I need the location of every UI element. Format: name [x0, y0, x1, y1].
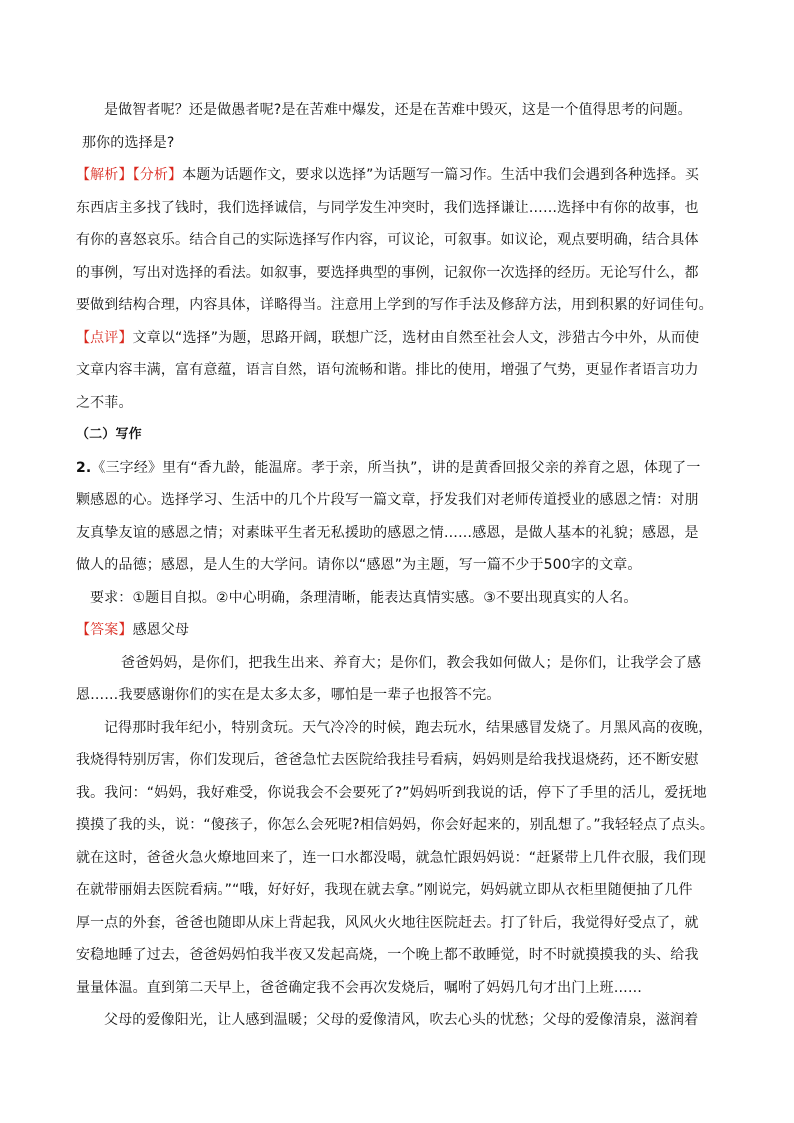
analysis-line: 的事例，写出对选择的看法。如叙事，要选择典型的事例，记叙你一次选择的经历。无论写什么，都: [76, 264, 699, 281]
question-line: 颗感恩的心。选择学习、生活中的几个片段写一篇文章，抒发我们对老师传道授业的感恩之情：对朋: [76, 492, 699, 508]
question-line: 做人的品德；感恩，是人生的大学问。请你以“感恩”为主题，写一篇不少于500字的文章。: [76, 557, 642, 573]
answer-title: 感恩父母: [132, 622, 190, 638]
requirement-line: 要求：①题目自拟。②中心明确，条理清晰，能表达真情实感。③不要出现真实的人名。: [90, 589, 638, 606]
answer-paragraph-line: 就在这时，爸爸火急火燎地回来了，连一口水都没喝，就急忙跟妈妈说：“赶紧带上几件衣服，我们现: [76, 849, 706, 866]
comment-line: 文章内容丰满，富有意蕴，语言自然，语句流畅和谐。排比的使用，增强了气势，更显作者语言功力: [76, 362, 699, 378]
answer-line: [76, 614, 722, 647]
answer-paragraph-line: 摸摸了我的头，说：“傻孩子，你怎么会死呢?相信妈妈，你会好起来的，别乱想了。”我轻轻点了点头。: [76, 817, 714, 833]
intro-line: 那你的选择是?: [82, 134, 175, 151]
answer-paragraph-line: 厚一点的外套，爸爸也随即从床上背起我，风风火火地往医院赶去。打了针后，我觉得好受点了，就: [76, 914, 699, 931]
answer-paragraph-line: 记得那时我年纪小，特别贪玩。天气冷冷的时候，跑去玩水，结果感冒发烧了。月黑风高的夜晚，: [104, 719, 713, 736]
analysis-line: 东西店主多找了钱时，我们选择诚信，与同学发生冲突时，我们选择谦让……选择中有你的故事，也: [76, 199, 699, 216]
answer-paragraph-line: 恩……我要感谢你们的实在是太多太多，哪怕是一辈子也报答不完。: [76, 687, 501, 703]
analysis-line: 有你的喜怒哀乐。结合自己的实际选择写作内容，可议论，可叙事。如议论，观点要明确，结合具体: [76, 232, 699, 248]
question-line: 2.《三字经》里有“香九龄，能温席。孝于亲，所当执”，讲的是黄香回报父亲的养育之恩，体现了一: [76, 459, 701, 476]
section-title: （二）写作: [76, 427, 142, 442]
answer-paragraph-line: 在就带丽娟去医院看病。”“哦，好好好，我现在就去拿。”刚说完，妈妈就立即从衣柜里随便抽了几件: [76, 882, 693, 898]
comment-tag: 【点评】: [76, 329, 133, 346]
answer-paragraph-line: 爸爸妈妈，是你们，把我生出来、养育大；是你们，教会我如何做人；是你们，让我学会了感: [121, 654, 702, 671]
answer-paragraph-line: 安稳地睡了过去，爸爸妈妈怕我半夜又发起高烧，一个晚上都不敢睡觉，时不时就摸摸我的头、给我: [76, 947, 699, 963]
question-line: 友真挚友谊的感恩之情；对素昧平生者无私援助的感恩之情……感恩，是做人基本的礼貌；感恩，是: [76, 524, 699, 541]
comment-line: 之不菲。: [76, 394, 133, 411]
analysis-line: 【解析】【分析】本题为话题作文，要求以选择”为话题写一篇习作。生活中我们会遇到各种选择。买: [76, 167, 700, 183]
question-number: 2.: [76, 459, 92, 476]
answer-paragraph-line: 父母的爱像阳光，让人感到温暖；父母的爱像清风，吹去心头的忧愁；父母的爱像清泉，滋润着: [104, 1012, 699, 1028]
answer-tag: 【答案】: [76, 622, 133, 638]
analysis-line: 要做到结构合理，内容具体，详略得当。注意用上学到的写作手法及修辞方法，用到积累的好词佳句。: [76, 297, 713, 313]
intro-line: 是做智者呢？还是做愚者呢?是在苦难中爆发，还是在苦难中毁灭，这是一个值得思考的问题。: [104, 102, 692, 118]
answer-paragraph-line: 我。我问：“妈妈，我好难受，你说我会不会要死了?”妈妈听到我说的话，停下了手里的活儿，爱抚地: [76, 784, 707, 801]
document-page: [76, 94, 722, 1037]
analysis-tag: 【解析】【分析】: [76, 167, 183, 183]
answer-paragraph-line: 量量体温。直到第二天早上，爸爸确定我不会再次发烧后，嘱咐了妈妈几句才出门上班……: [76, 979, 642, 996]
comment-line: 【点评】文章以“选择”为题，思路开阔，联想广泛，选材由自然至社会人文，涉猎古今中外，从而使: [76, 329, 700, 346]
answer-paragraph-line: 我烧得特别厉害，你们发现后，爸爸急忙去医院给我挂号看病，妈妈则是给我找退烧药，还不断安慰: [76, 752, 699, 768]
